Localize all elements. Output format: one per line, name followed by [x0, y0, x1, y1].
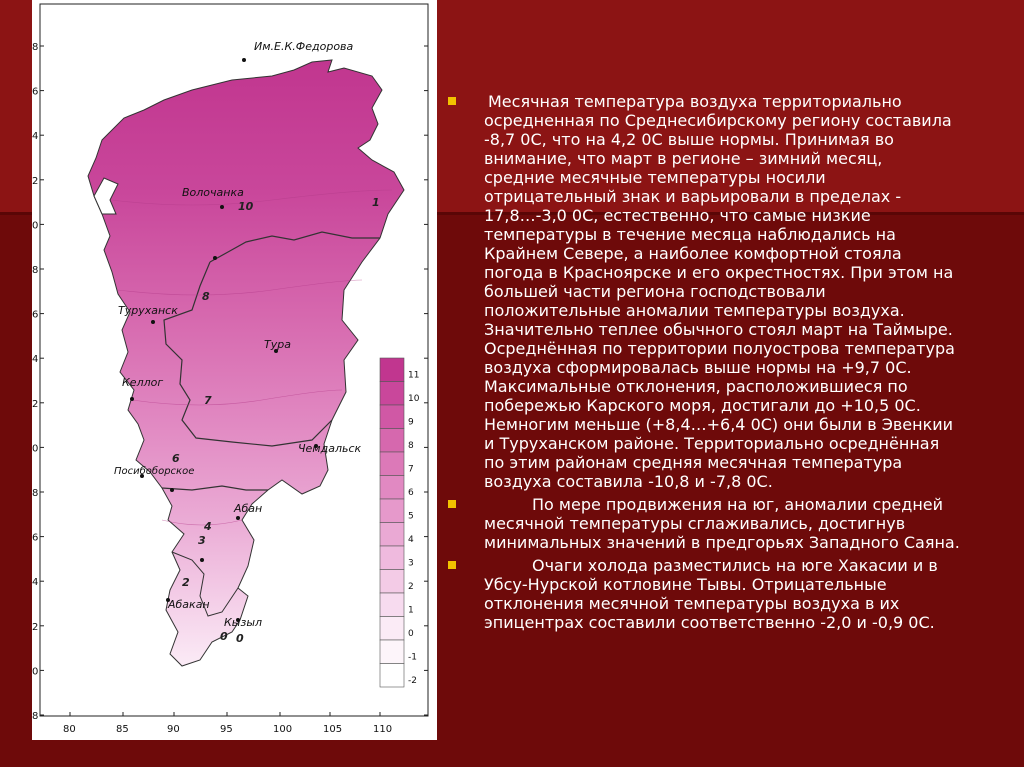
text-line: большей части региона господствовали — [484, 282, 826, 301]
legend-value: 11 — [408, 370, 420, 381]
x-tick-label: 95 — [220, 724, 233, 735]
contour-label: 2 — [182, 576, 190, 589]
x-tick-label: 90 — [167, 724, 180, 735]
contour-label: 8 — [202, 290, 210, 303]
legend-swatch — [380, 546, 404, 570]
contour-label: 0 — [220, 630, 228, 643]
legend-swatch — [380, 617, 404, 641]
text-line: побережью Карского моря, достигали до +10,5 0С. — [484, 396, 921, 415]
x-tick-label: 105 — [323, 724, 343, 735]
label-aban: Абан — [234, 502, 263, 515]
station-dot — [236, 516, 240, 520]
y-tick-label: 8 — [32, 711, 39, 722]
legend-swatch — [380, 405, 404, 429]
legend-value: -1 — [408, 652, 417, 663]
station-dot — [151, 320, 155, 324]
legend-swatch — [380, 523, 404, 547]
text-line: 17,8…-3,0 0С, естественно, что самые низкие — [484, 206, 871, 225]
description-text-panel — [444, 92, 1004, 636]
text-line: Убсу-Нурской котловине Тывы. Отрицательные — [484, 575, 887, 594]
station-dot — [242, 58, 246, 62]
bullet-marker — [448, 97, 456, 105]
contour-label: 7 — [204, 394, 212, 407]
y-tick-label: 4 — [32, 354, 39, 366]
label-kellog: Келлог — [122, 376, 164, 389]
bullet-marker — [448, 500, 456, 508]
contour-label: 1 — [372, 196, 380, 209]
y-tick-label: 8 — [32, 42, 39, 53]
x-tick-label: 110 — [373, 724, 393, 735]
text-line: внимание, что март в регионе – зимний месяц, — [484, 149, 883, 168]
label-chemdalsk: Чемдальск — [298, 442, 362, 455]
legend-swatch — [380, 640, 404, 664]
color-scale-legend — [380, 358, 420, 687]
x-tick-label: 100 — [273, 724, 293, 735]
legend-swatch — [380, 593, 404, 617]
legend-swatch — [380, 664, 404, 688]
bullet-marker — [448, 561, 456, 569]
y-tick-label: 6 — [32, 532, 39, 544]
text-line: По мере продвижения на юг, аномалии средней — [532, 495, 944, 514]
y-tick-label: 0 — [32, 666, 39, 678]
y-tick-label: 2 — [32, 621, 39, 633]
text-line: эпицентрах составили соответственно -2,0 и -0,9 0С. — [484, 613, 935, 632]
text-line: Максимальные отклонения, расположившиеся по — [484, 377, 908, 396]
krasnoyarsk-region-shape — [88, 60, 404, 666]
text-line: Месячная температура воздуха территориально — [488, 92, 902, 111]
legend-value: 1 — [408, 605, 414, 616]
legend-value: 0 — [408, 629, 414, 639]
label-abakan: Абакан — [168, 598, 210, 611]
legend-value: 4 — [408, 535, 414, 545]
paragraph-south-anomalies — [444, 495, 1004, 552]
text-line: Очаги холода разместились на юге Хакасии и в — [532, 556, 938, 575]
y-tick-label: 8 — [32, 265, 39, 276]
contour-label: 6 — [172, 452, 180, 465]
paragraph-text — [484, 556, 1004, 632]
legend-value: 3 — [408, 558, 414, 569]
legend-value: 10 — [408, 394, 420, 404]
station-dot — [220, 205, 224, 209]
label-turukhansk: Туруханск — [118, 304, 178, 317]
contour-label: 3 — [198, 534, 206, 547]
paragraph-cold-centres — [444, 556, 1004, 632]
text-line: Немногим меньше (+8,4…+6,4 0С) они были в Эвенкии — [484, 415, 954, 434]
text-line: Значительно теплее обычного стоял март на Таймыре. — [484, 320, 953, 339]
y-tick-label: 6 — [32, 309, 39, 321]
text-line: по этим районам средняя месячная температура — [484, 453, 903, 472]
legend-swatch — [380, 570, 404, 594]
y-tick-label: 2 — [32, 175, 39, 187]
longitude-ticks — [63, 712, 392, 735]
paragraph-text — [484, 92, 1004, 491]
legend-value: 2 — [408, 582, 414, 592]
label-tura: Тура — [264, 338, 291, 351]
text-line: и Туруханском районе. Территориально осреднённая — [484, 434, 940, 453]
contour-label: 0 — [236, 632, 244, 645]
text-line: отрицательный знак и варьировали в пределах - — [484, 187, 902, 206]
legend-value: 6 — [408, 488, 414, 498]
y-tick-label: 8 — [32, 488, 39, 499]
temperature-anomaly-map — [32, 0, 437, 740]
legend-value: 5 — [408, 511, 414, 522]
x-tick-label: 85 — [116, 724, 129, 735]
map-svg — [32, 0, 437, 740]
label-fedorova: Им.Е.К.Федорова — [254, 40, 354, 53]
text-line: воздуха сформировалась выше нормы на +9,7 0С. — [484, 358, 912, 377]
paragraph-text — [484, 495, 1004, 552]
text-line: минимальных значений в предгорьях Западного Саяна. — [484, 533, 960, 552]
text-line: воздуха составила -10,8 и -7,8 0С. — [484, 472, 773, 491]
contour-label: 4 — [204, 520, 212, 533]
y-tick-label: 4 — [32, 577, 39, 589]
text-line: месячной температуры сглаживались, достигнув — [484, 514, 906, 533]
legend-swatch — [380, 476, 404, 500]
station-dot — [170, 488, 174, 492]
label-kyzyl: Кызыл — [224, 616, 263, 629]
legend-swatch — [380, 452, 404, 476]
legend-swatch — [380, 429, 404, 453]
text-line: -8,7 0С, что на 4,2 0С выше нормы. Принимая во — [484, 130, 894, 149]
text-line: осредненная по Среднесибирскому региону составила — [484, 111, 952, 130]
legend-value: 8 — [408, 441, 414, 451]
y-tick-label: 0 — [32, 220, 39, 232]
y-tick-label: 6 — [32, 86, 39, 98]
legend-value: 9 — [408, 417, 414, 428]
legend-swatch — [380, 358, 404, 382]
paragraph-monthly-temperature — [444, 92, 1004, 491]
station-dot — [200, 558, 204, 562]
legend-swatch — [380, 382, 404, 406]
x-tick-label: 80 — [63, 724, 76, 735]
label-boguchany: Посибоборское — [114, 466, 195, 477]
y-tick-label: 4 — [32, 131, 39, 143]
text-line: Крайнем Севере, а наиболее комфортной стояла — [484, 244, 902, 263]
text-line: температуры в течение месяца наблюдались на — [484, 225, 896, 244]
y-tick-label: 0 — [32, 443, 39, 455]
legend-value: -2 — [408, 676, 417, 686]
legend-value: 7 — [408, 464, 414, 475]
text-line: положительные аномалии температуры воздуха. — [484, 301, 905, 320]
y-tick-label: 2 — [32, 398, 39, 410]
text-line: Осреднённая по территории полуострова температура — [484, 339, 955, 358]
station-dot — [213, 256, 217, 260]
text-line: отклонения месячной температуры воздуха в их — [484, 594, 900, 613]
station-dot — [130, 397, 134, 401]
contour-label: 10 — [238, 200, 254, 213]
text-line: средние месячные температуры носили — [484, 168, 826, 187]
label-volochanka: Волочанка — [182, 186, 244, 199]
text-line: погода в Красноярске и его окрестностях. При этом на — [484, 263, 954, 282]
legend-swatch — [380, 499, 404, 523]
